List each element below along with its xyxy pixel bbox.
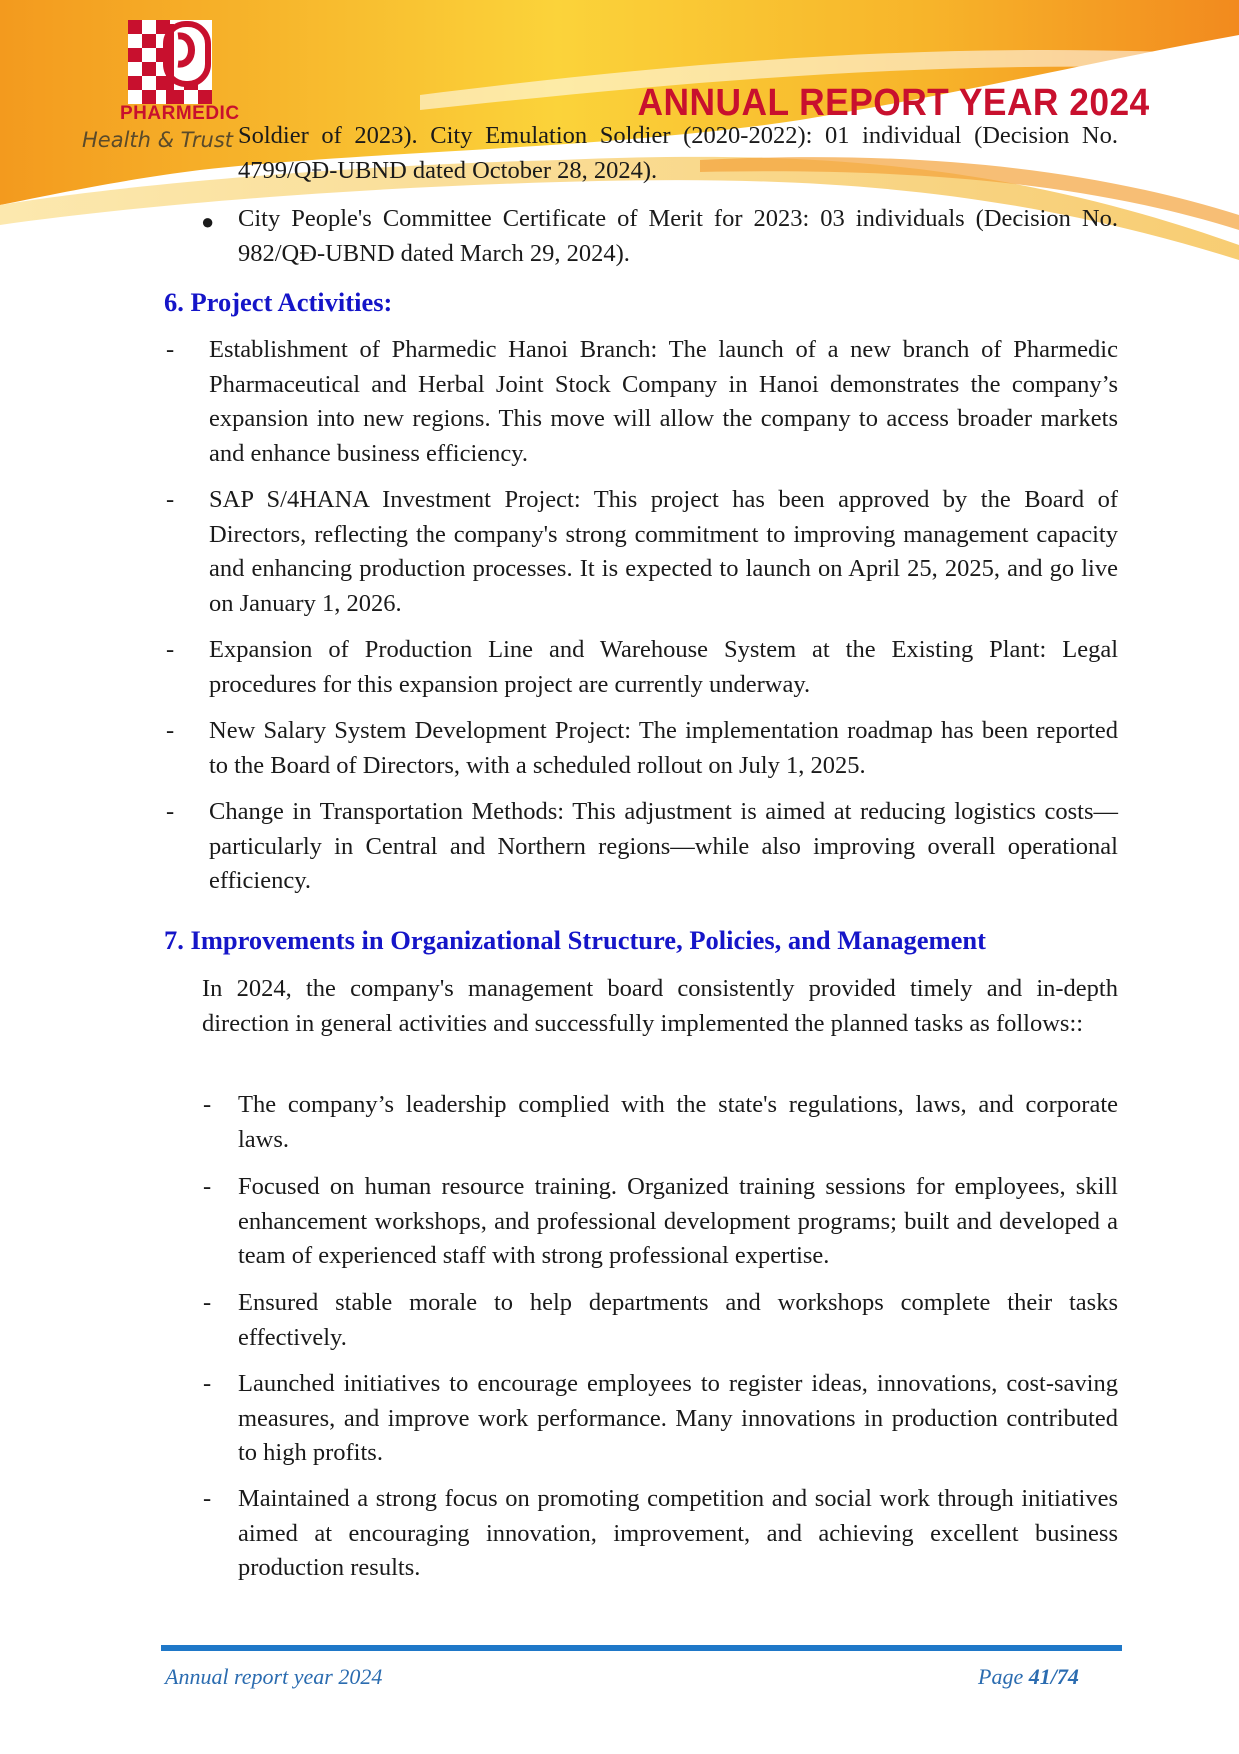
list-dash: - bbox=[203, 1173, 212, 1200]
list-dash: - bbox=[166, 798, 175, 825]
list-item: Change in Transportation Methods: This adjustment is aimed at reducing logistics costs—particularly in Central and Northern regions—while also improving overall operational efficiency. bbox=[209, 798, 1118, 894]
list-dash: - bbox=[166, 636, 175, 663]
page-number bbox=[978, 1664, 1079, 1690]
list-dash: - bbox=[203, 1289, 212, 1316]
pharmedic-logo-icon bbox=[128, 20, 212, 104]
footer-divider bbox=[161, 1645, 1122, 1651]
list-dash: - bbox=[203, 1370, 212, 1397]
tagline: Health & Trust bbox=[82, 128, 233, 152]
section-7-heading: 7. Improvements in Organizational Structure, Policies, and Management bbox=[164, 925, 986, 955]
report-title: ANNUAL REPORT YEAR 2024 bbox=[637, 82, 1150, 124]
list-item: Maintained a strong focus on promoting competition and social work through initiatives aimed at encouraging innovation, improvement, and achieving excellent business production results. bbox=[238, 1485, 1118, 1581]
section-6-heading: 6. Project Activities: bbox=[164, 287, 393, 317]
page-number-value: 41/74 bbox=[1028, 1664, 1079, 1689]
logo-wordmark: PHARMEDIC bbox=[120, 103, 240, 124]
section-7-intro: In 2024, the company's management board consistently provided timely and in-depth direction in general activities and successfully implemented the planned tasks as follows:: bbox=[202, 975, 1118, 1037]
list-item: Expansion of Production Line and Warehouse System at the Existing Plant: Legal procedures for this expansion project are currently underway. bbox=[209, 636, 1118, 698]
footer-report-name: Annual report year 2024 bbox=[165, 1664, 383, 1689]
list-dash: - bbox=[166, 486, 175, 513]
list-dash: - bbox=[166, 717, 175, 744]
list-dash: - bbox=[203, 1485, 212, 1512]
page-label: Page bbox=[978, 1664, 1029, 1689]
list-item: SAP S/4HANA Investment Project: This project has been approved by the Board of Directors, reflecting the company's strong commitment to improving management capacity and enhancing production processes. It is expected to launch on April 25, 2025, and go live on January 1, 2026. bbox=[209, 486, 1118, 617]
list-item: New Salary System Development Project: The implementation roadmap has been reported to the Board of Directors, with a scheduled rollout on July 1, 2025. bbox=[209, 717, 1118, 779]
bullet-dot: ● bbox=[201, 209, 215, 234]
list-item: The company’s leadership complied with the state's regulations, laws, and corporate laws. bbox=[238, 1091, 1118, 1153]
awards-bullet-item: City People's Committee Certificate of Merit for 2023: 03 individuals (Decision No. 982/QĐ-UBND dated March 29, 2024). bbox=[238, 205, 1118, 267]
list-item: Establishment of Pharmedic Hanoi Branch: The launch of a new branch of Pharmedic Pharmaceutical and Herbal Joint Stock Company in Hanoi demonstrates the company’s expansion into new regions. This move will allow the company to access broader markets and enhance business efficiency. bbox=[209, 336, 1118, 467]
list-dash: - bbox=[166, 336, 175, 363]
awards-continued-paragraph: Soldier of 2023). City Emulation Soldier (2020-2022): 01 individual (Decision No. 4799/QĐ-UBND dated October 28, 2024). bbox=[238, 122, 1118, 184]
list-dash: - bbox=[203, 1091, 212, 1118]
list-item: Ensured stable morale to help departments and workshops complete their tasks effectively. bbox=[238, 1289, 1118, 1351]
list-item: Launched initiatives to encourage employees to register ideas, innovations, cost-saving measures, and improve work performance. Many innovations in production contributed to high profits. bbox=[238, 1370, 1118, 1466]
list-item: Focused on human resource training. Organized training sessions for employees, skill enhancement workshops, and professional development programs; built and developed a team of experienced staff with strong professional expertise. bbox=[238, 1173, 1118, 1269]
